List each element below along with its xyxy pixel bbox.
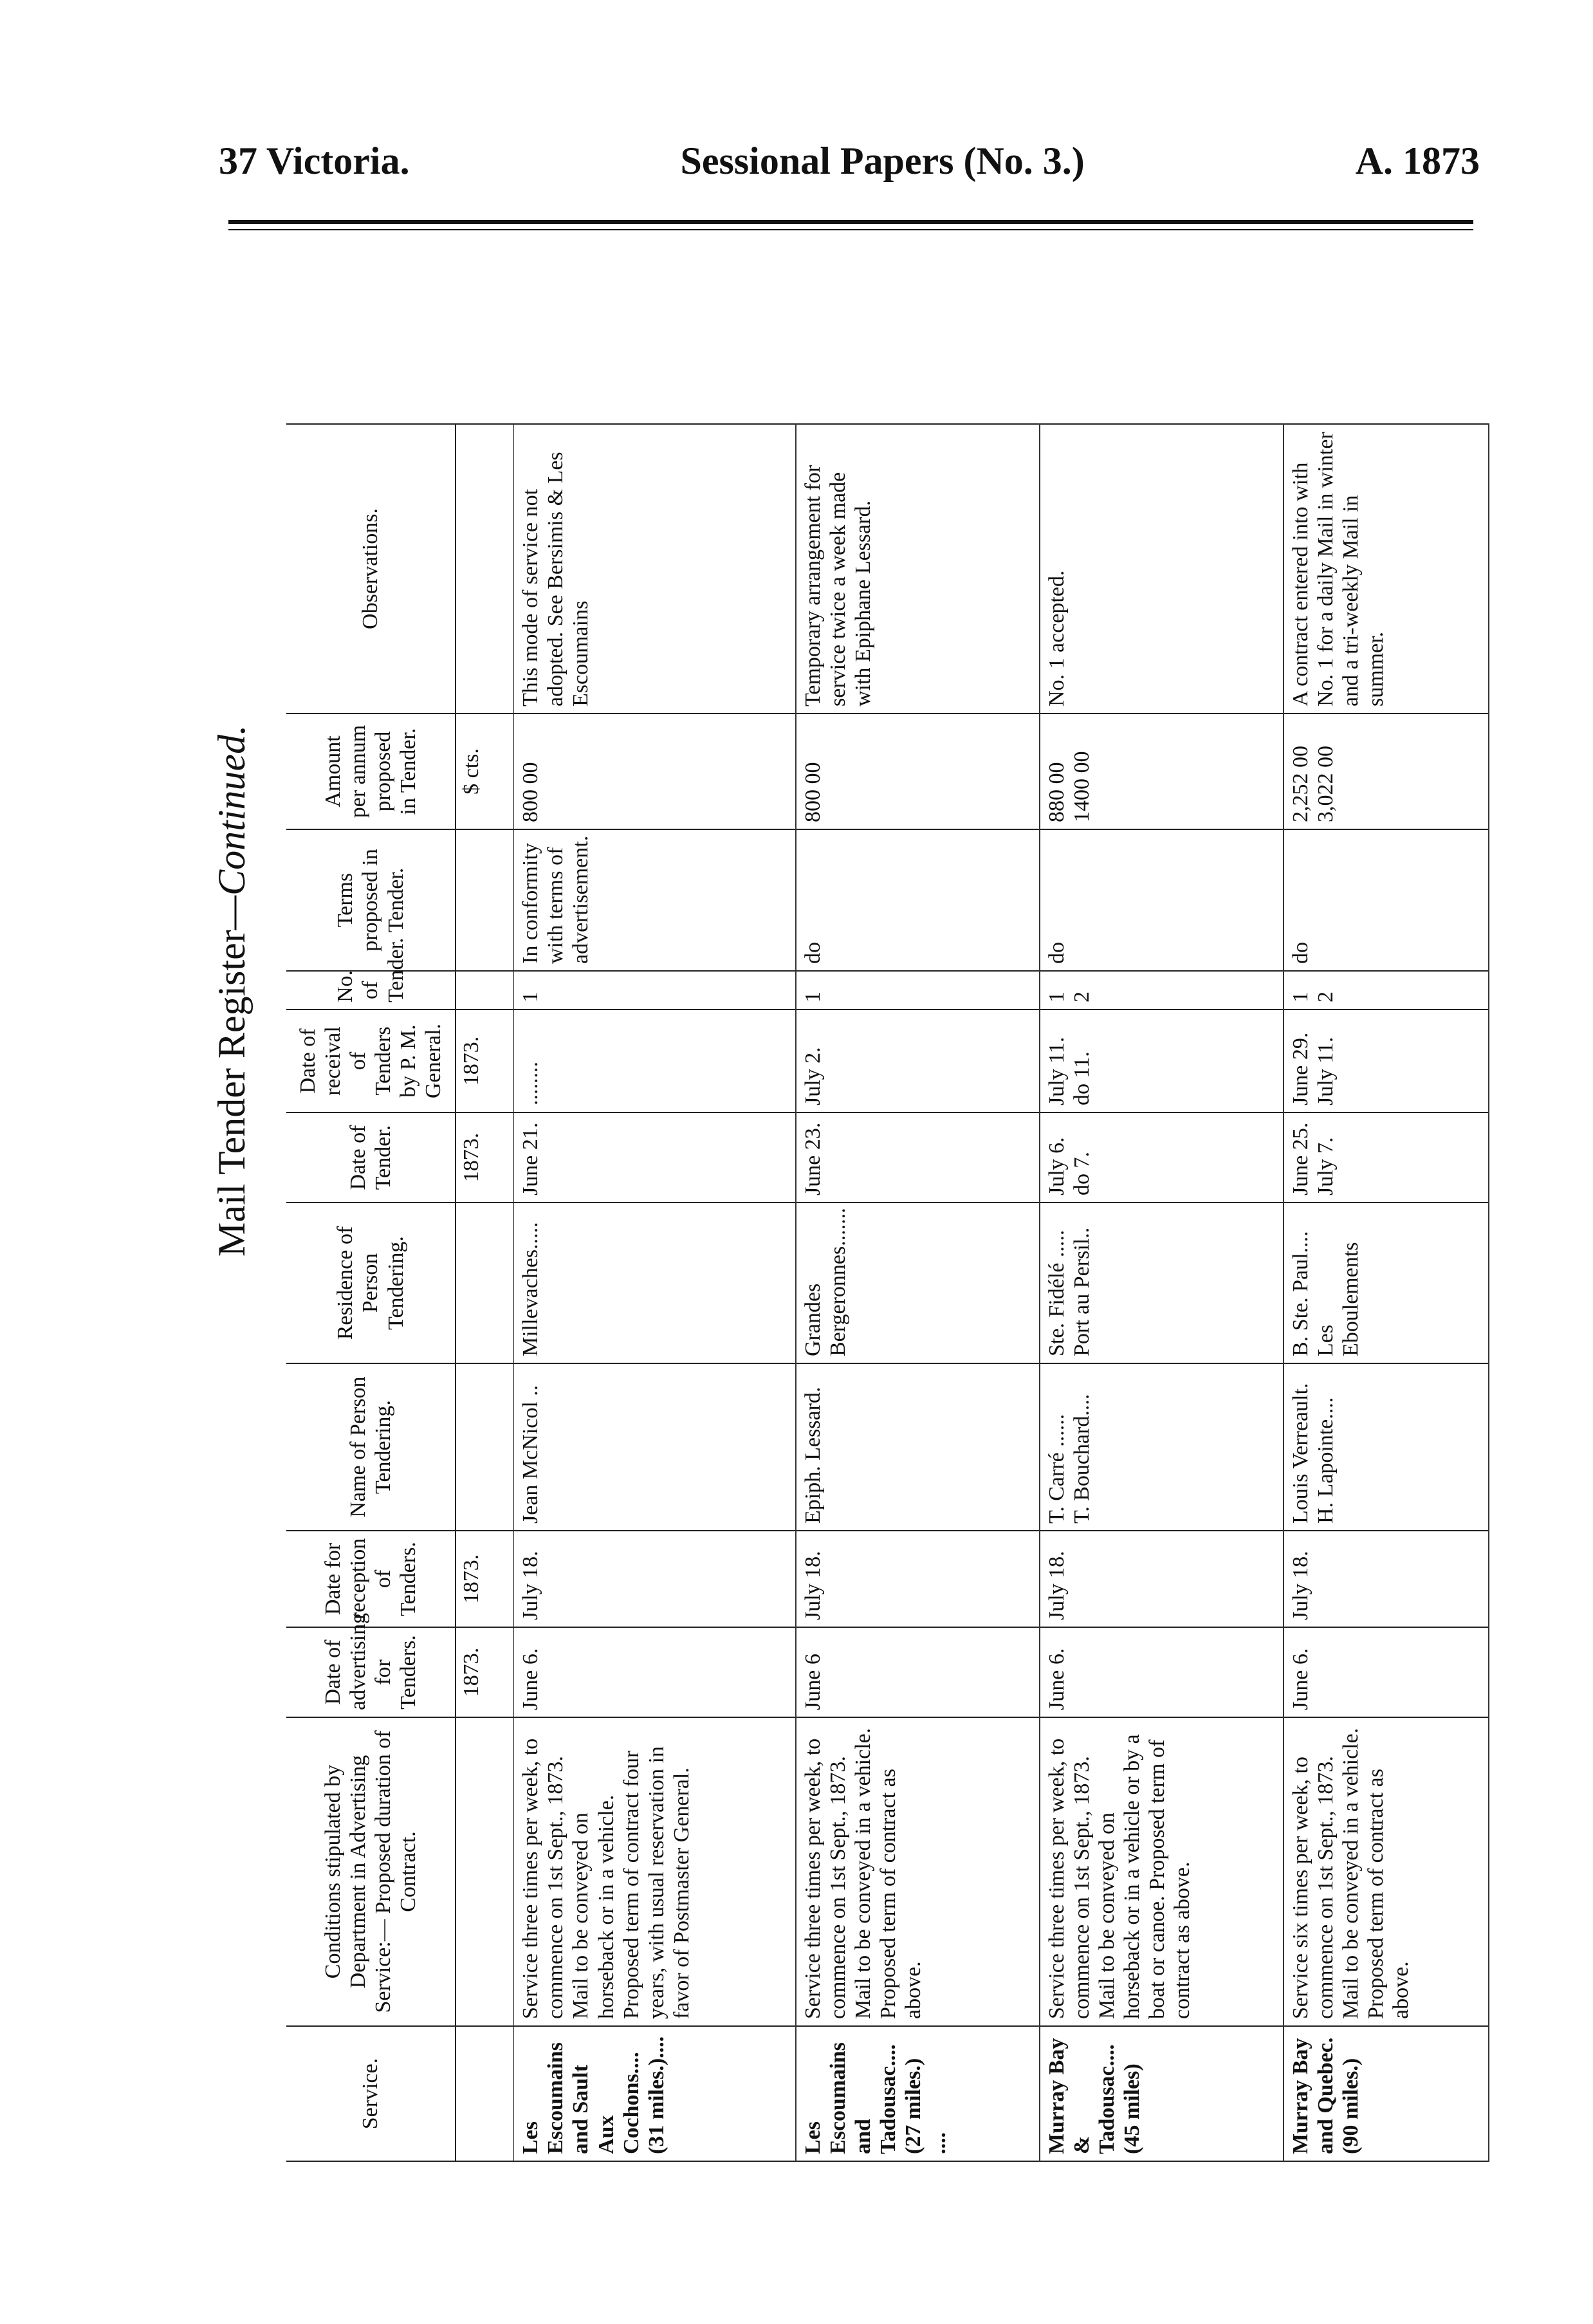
table-row [796,424,1040,2161]
col-terms: Terms proposed in Tender. [286,829,456,971]
col-date-advertising: Date of advertising for Tenders. [286,1627,456,1717]
unit-row [456,424,514,2161]
cell-line: do 7. [1069,1152,1094,1195]
cell-date-advertising: June 6. [1040,1627,1284,1717]
cell-line: Les Eboulements [1313,1242,1363,1356]
cell-observations: No. 1 accepted. [1040,424,1284,714]
cell-date-receival: ........ [514,1010,796,1112]
cell-line: July 7. [1313,1137,1338,1195]
cell-date-tender [1284,1112,1489,1203]
cell-line: June 29. [1288,1032,1312,1105]
col-name: Name of Person Tendering. [286,1363,456,1531]
cell-line: 2,252 00 [1288,746,1312,822]
cell-amount: 800 00 [514,714,796,829]
col-conditions: Conditions stipulated by Department in Advertising Service:— Proposed duration of Contract. [286,1717,456,2026]
unit-date-receival: 1873. [456,1010,514,1112]
cell-terms: do [1040,829,1284,971]
header-rule-thick [228,220,1473,224]
header-center: Sessional Papers (No. 3.) [680,139,1085,182]
header-rule-thin [228,229,1473,230]
col-date-reception: Date for reception of Tenders. [286,1531,456,1627]
cell-service: Murray Bay and Quebec. (90 miles.) [1284,2026,1489,2161]
header-left: 37 Victoria. [219,139,410,182]
running-head [219,132,1480,190]
unit-amount: $ cts. [456,714,514,829]
mail-tender-table [286,423,1489,2162]
unit-cell [456,971,514,1010]
cell-line: Ste. Fidélé ..... [1044,1230,1069,1356]
cell-conditions: Service six times per week, to commence on 1st Sept., 1873. Mail to be conveyed in a vehicle. Proposed term of contract as above. [1284,1717,1489,2026]
cell-name [1284,1363,1489,1531]
cell-line: T. Carré ...... [1044,1414,1069,1524]
cell-no-tender: 1 [514,971,796,1010]
cell-service: Les Escoumains and Tadousac.... (27 miles.) .... [796,2026,1040,2161]
cell-residence [1284,1203,1489,1363]
cell-line: Port au Persil.. [1069,1227,1094,1356]
cell-line: 3,022 00 [1313,746,1338,822]
unit-date-reception: 1873. [456,1531,514,1627]
cell-date-advertising: June 6. [514,1627,796,1717]
header-row [286,424,456,2161]
unit-date-advertising: 1873. [456,1627,514,1717]
col-amount: Amount per annum proposed in Tender. [286,714,456,829]
cell-line: June 25. [1288,1122,1312,1195]
unit-date-tender: 1873. [456,1112,514,1203]
cell-date-reception: July 18. [514,1531,796,1627]
cell-conditions: Service three times per week, to commence on 1st Sept., 1873. Mail to be conveyed in a vehicle. Proposed term of contract as above. [796,1717,1040,2026]
col-observations: Observations. [286,424,456,714]
cell-terms: In conformity with terms of advertisement. [514,829,796,971]
cell-date-advertising: June 6 [796,1627,1040,1717]
cell-date-tender [1040,1112,1284,1203]
col-residence: Residence of Person Tendering. [286,1203,456,1363]
cell-line: 1 [1044,991,1069,1002]
table-row [1284,424,1489,2161]
col-service: Service. [286,2026,456,2161]
cell-terms: do [1284,829,1489,971]
cell-amount [1040,714,1284,829]
cell-line: 2 [1069,991,1094,1002]
cell-residence: Millevaches..... [514,1203,796,1363]
col-date-receival: Date of receival of Tenders by P. M. General. [286,1010,456,1112]
cell-name: Epiph. Lessard. [796,1363,1040,1531]
cell-date-tender: June 21. [514,1112,796,1203]
register-table-wrap [286,425,1489,2162]
table-row [1040,424,1284,2161]
cell-line: July 11. [1044,1037,1069,1105]
cell-no-tender: 1 [796,971,1040,1010]
cell-line: Louis Verreault. [1288,1383,1312,1524]
cell-residence: Grandes Bergeronnes....... [796,1203,1040,1363]
unit-cell [456,1203,514,1363]
cell-amount: 800 00 [796,714,1040,829]
unit-cell [456,1363,514,1531]
cell-no-tender [1284,971,1489,1010]
cell-line: 1400 00 [1069,751,1094,822]
cell-amount [1284,714,1489,829]
register-title-main: Mail Tender Register [210,930,253,1257]
cell-line: July 11. [1313,1037,1338,1105]
cell-service: Les Escoumains and Sault Aux Cochons.... (31 miles.).... [514,2026,796,2161]
cell-name: Jean McNicol .. [514,1363,796,1531]
cell-line: B. Ste. Paul.... [1288,1231,1312,1356]
unit-cell [456,1717,514,2026]
table-row [514,424,796,2161]
cell-date-tender: June 23. [796,1112,1040,1203]
cell-date-reception: July 18. [1284,1531,1489,1627]
cell-date-receival [1040,1010,1284,1112]
col-no-tender: No. of Tender. [286,971,456,1010]
cell-line: July 6. [1044,1137,1069,1195]
cell-residence [1040,1203,1284,1363]
cell-line: 880 00 [1044,762,1069,822]
cell-conditions: Service three times per week, to commence on 1st Sept., 1873. Mail to be conveyed on horseback or in a vehicle. Proposed term of contract four years, with usual reservation in favor of Postmaster General. [514,1717,796,2026]
cell-date-advertising: June 6. [1284,1627,1489,1717]
cell-date-receival: July 2. [796,1010,1040,1112]
cell-line: H. Lapointe.... [1313,1397,1338,1524]
unit-cell [456,424,514,714]
cell-line: 2 [1313,991,1338,1002]
cell-date-reception: July 18. [1040,1531,1284,1627]
col-date-tender: Date of Tender. [286,1112,456,1203]
cell-conditions: Service three times per week, to commence on 1st Sept., 1873. Mail to be conveyed on horseback or in a vehicle or by a boat or canoe. Proposed term of contract as above. [1040,1717,1284,2026]
cell-observations: A contract entered into with No. 1 for a daily Mail in winter and a tri-weekly Mail in summer. [1284,424,1489,714]
cell-observations: Temporary arrangement for service twice a week made with Epiphane Lessard. [796,424,1040,714]
unit-cell [456,2026,514,2161]
cell-terms: do [796,829,1040,971]
cell-line: do 11. [1069,1051,1094,1105]
register-title [203,476,261,1506]
cell-date-receival [1284,1010,1489,1112]
cell-no-tender [1040,971,1284,1010]
cell-service: Murray Bay & Tadousac.... (45 miles) [1040,2026,1284,2161]
cell-date-reception: July 18. [796,1531,1040,1627]
cell-observations: This mode of service not adopted. See Bersimis & Les Escoumains [514,424,796,714]
header-right: A. 1873 [1355,139,1480,182]
cell-name [1040,1363,1284,1531]
cell-line: T. Bouchard.... [1069,1394,1094,1524]
cell-line: 1 [1288,991,1312,1002]
register-title-cont: —Continued. [210,724,253,930]
unit-cell [456,829,514,971]
